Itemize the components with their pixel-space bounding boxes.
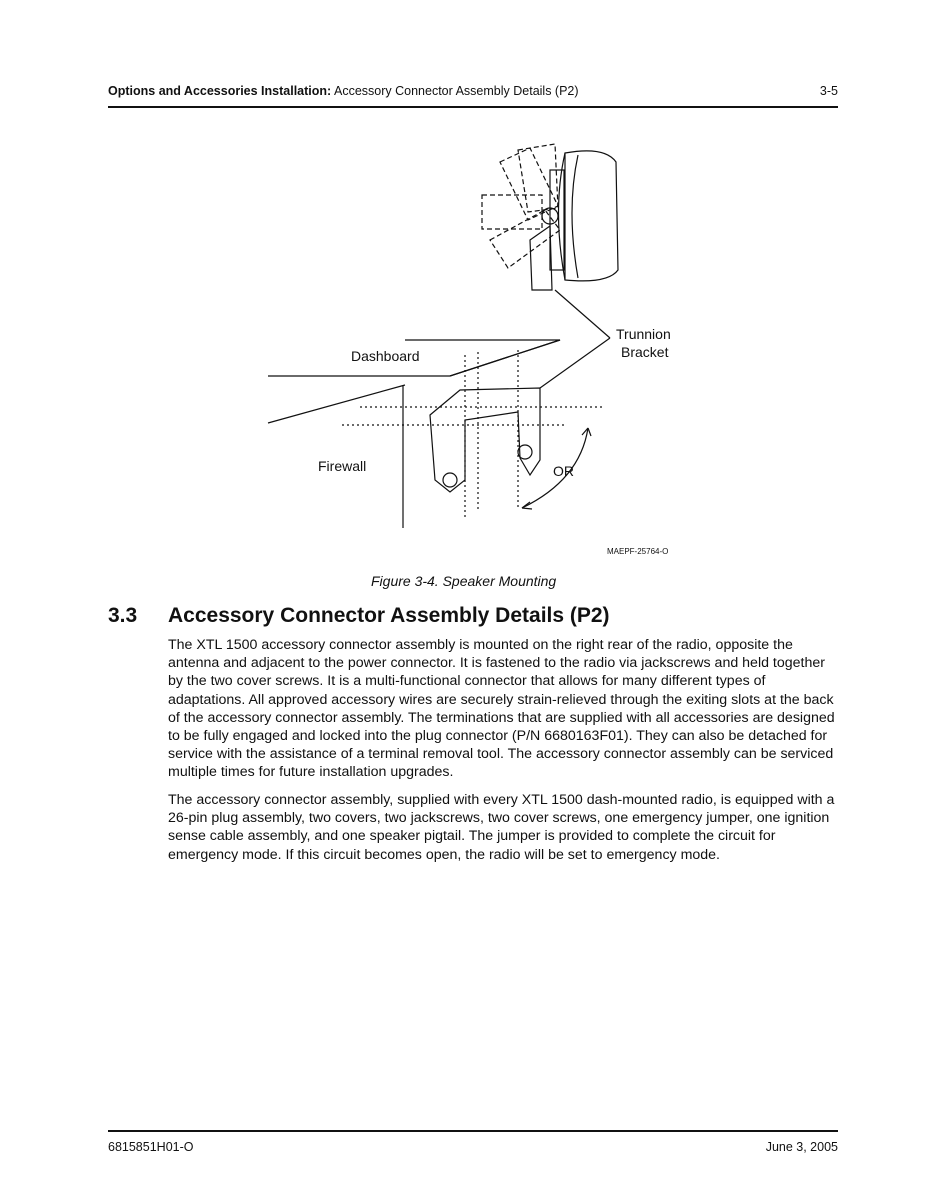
speaker-front (565, 151, 618, 281)
body-paragraph: The XTL 1500 accessory connector assembly is mounted on the right rear of the radio, opposite the antenna and adjacent to the power connector. It is fastened to the radio via jackscrews and held together by the two cover screws. It is a multi-functional connector that allows for many different types of adaptations. All approved accessory wires are securely strain-relieved through the exiting slots at the back of the accessory connector assembly. The terminations that are supplied with all accessories are designed to be fully engaged and locked into the plug connector (P/N 6680163F01). They can also be detached for service with the assistance of a terminal removal tool. The accessory connector assembly can be serviced multiple times for future installation upgrades. (168, 637, 835, 781)
mount-tab (530, 226, 552, 290)
bracket (430, 388, 540, 492)
footer-date: June 3, 2005 (765, 1140, 838, 1154)
alternate-positions (482, 144, 560, 268)
label-firewall: Firewall (318, 458, 367, 474)
header-chapter: Options and Accessories Installation: (108, 84, 332, 98)
section-number: 3.3 (108, 604, 138, 627)
header-rule (108, 106, 838, 108)
label-trunnion: Trunnion (616, 326, 671, 342)
page-number: 3-5 (819, 84, 838, 98)
leader-line (555, 290, 610, 338)
body-paragraph: The accessory connector assembly, supplied with every XTL 1500 dash-mounted radio, is equipped with a 26-pin plug assembly, two covers, two jackscrews, two cover screws, one emergency jumper, one ignition sense cable assembly, and one speaker pigtail. The jumper is provided to complete the circuit for emergency mode. If this circuit becomes open, the radio will be set to emergency mode. (168, 792, 835, 863)
figure-id: MAEPF-25764-O (607, 547, 669, 556)
speaker-mounting-figure (260, 140, 700, 565)
running-header (108, 84, 838, 98)
firewall-edge (268, 385, 405, 423)
figure-caption: Figure 3-4. Speaker Mounting (371, 573, 557, 589)
header-section: Accessory Connector Assembly Details (P2) (334, 84, 579, 98)
section-title: Accessory Connector Assembly Details (P2) (168, 604, 610, 627)
speaker-rim-inner (572, 155, 578, 278)
label-or: OR (553, 463, 574, 479)
footer-doc-number: 6815851H01-O (108, 1140, 194, 1154)
screw-paths (342, 350, 605, 518)
label-bracket: Bracket (621, 344, 669, 360)
footer-rule (108, 1130, 838, 1132)
leader-line (540, 338, 610, 388)
label-dashboard: Dashboard (351, 348, 420, 364)
